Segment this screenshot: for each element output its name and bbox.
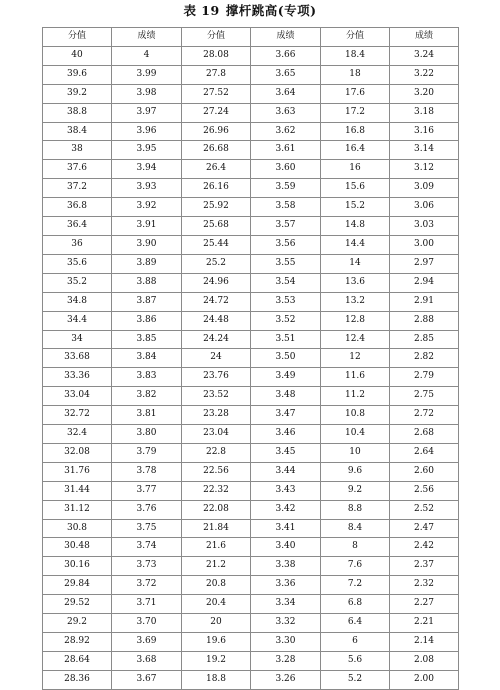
table-row: [43, 425, 459, 444]
cell-result-3: 2.72: [390, 406, 459, 425]
cell-result-1: 3.76: [112, 500, 182, 519]
table-name: 撑杆跳高(专项): [225, 3, 317, 18]
cell-result-1: 3.68: [112, 651, 182, 670]
cell-result-1: 3.96: [112, 122, 182, 141]
cell-score-2: 19.6: [182, 633, 251, 652]
cell-score-3: 10.4: [321, 425, 390, 444]
cell-result-2: 3.52: [251, 311, 321, 330]
cell-result-3: 3.20: [390, 84, 459, 103]
score-table: [42, 27, 459, 690]
cell-result-3: 2.00: [390, 670, 459, 689]
cell-result-2: 3.51: [251, 330, 321, 349]
cell-result-2: 3.28: [251, 651, 321, 670]
table-row: [43, 84, 459, 103]
cell-score-1: 32.72: [43, 406, 112, 425]
cell-result-3: 2.56: [390, 481, 459, 500]
cell-result-1: 3.82: [112, 387, 182, 406]
table-row: [43, 519, 459, 538]
cell-score-3: 17.2: [321, 103, 390, 122]
cell-score-2: 23.04: [182, 425, 251, 444]
table-row: [43, 538, 459, 557]
cell-score-1: 31.12: [43, 500, 112, 519]
cell-result-2: 3.59: [251, 179, 321, 198]
cell-score-2: 25.68: [182, 217, 251, 236]
table-row: [43, 46, 459, 65]
table-header: [43, 28, 459, 47]
cell-result-3: 2.47: [390, 519, 459, 538]
cell-score-2: 26.4: [182, 160, 251, 179]
cell-result-3: 2.08: [390, 651, 459, 670]
cell-score-1: 37.2: [43, 179, 112, 198]
cell-result-3: 2.21: [390, 614, 459, 633]
cell-score-3: 14.8: [321, 217, 390, 236]
cell-result-3: 2.64: [390, 443, 459, 462]
header-score-2: 分值: [182, 28, 251, 47]
cell-score-3: 14.4: [321, 235, 390, 254]
cell-result-1: 3.71: [112, 595, 182, 614]
cell-result-2: 3.65: [251, 65, 321, 84]
table-row: [43, 406, 459, 425]
cell-score-1: 40: [43, 46, 112, 65]
cell-score-3: 17.6: [321, 84, 390, 103]
cell-score-1: 34.4: [43, 311, 112, 330]
cell-result-1: 3.67: [112, 670, 182, 689]
cell-result-3: 3.06: [390, 198, 459, 217]
cell-score-3: 8.4: [321, 519, 390, 538]
cell-score-1: 35.2: [43, 273, 112, 292]
cell-result-3: 2.27: [390, 595, 459, 614]
cell-result-1: 3.99: [112, 65, 182, 84]
cell-result-3: 2.85: [390, 330, 459, 349]
cell-result-2: 3.44: [251, 462, 321, 481]
cell-result-2: 3.56: [251, 235, 321, 254]
table-row: [43, 330, 459, 349]
cell-score-1: 33.36: [43, 368, 112, 387]
cell-score-3: 5.6: [321, 651, 390, 670]
cell-result-1: 3.92: [112, 198, 182, 217]
cell-result-2: 3.64: [251, 84, 321, 103]
cell-result-2: 3.26: [251, 670, 321, 689]
cell-result-1: 3.94: [112, 160, 182, 179]
cell-score-3: 13.6: [321, 273, 390, 292]
header-result-3: 成绩: [390, 28, 459, 47]
cell-score-3: 16: [321, 160, 390, 179]
table-row: [43, 500, 459, 519]
header-score-3: 分值: [321, 28, 390, 47]
cell-result-1: 3.93: [112, 179, 182, 198]
cell-result-3: 2.52: [390, 500, 459, 519]
cell-score-1: 37.6: [43, 160, 112, 179]
cell-score-2: 19.2: [182, 651, 251, 670]
table-row: [43, 217, 459, 236]
cell-score-3: 7.6: [321, 557, 390, 576]
cell-score-2: 27.8: [182, 65, 251, 84]
cell-result-1: 3.75: [112, 519, 182, 538]
cell-result-1: 3.83: [112, 368, 182, 387]
cell-result-3: 2.75: [390, 387, 459, 406]
cell-result-3: 2.79: [390, 368, 459, 387]
cell-score-2: 20.4: [182, 595, 251, 614]
cell-result-1: 3.73: [112, 557, 182, 576]
cell-result-3: 3.03: [390, 217, 459, 236]
cell-score-3: 15.6: [321, 179, 390, 198]
cell-result-2: 3.50: [251, 349, 321, 368]
cell-result-2: 3.41: [251, 519, 321, 538]
cell-score-2: 24.96: [182, 273, 251, 292]
cell-score-3: 18: [321, 65, 390, 84]
cell-result-2: 3.34: [251, 595, 321, 614]
cell-result-2: 3.47: [251, 406, 321, 425]
cell-result-1: 3.87: [112, 292, 182, 311]
cell-score-1: 30.8: [43, 519, 112, 538]
cell-score-3: 12.8: [321, 311, 390, 330]
cell-score-1: 36: [43, 235, 112, 254]
cell-result-1: 3.69: [112, 633, 182, 652]
cell-score-2: 27.52: [182, 84, 251, 103]
cell-result-3: 2.68: [390, 425, 459, 444]
cell-score-2: 20.8: [182, 576, 251, 595]
cell-score-1: 31.76: [43, 462, 112, 481]
cell-result-3: 3.14: [390, 141, 459, 160]
cell-result-1: 3.81: [112, 406, 182, 425]
cell-result-3: 2.91: [390, 292, 459, 311]
cell-score-1: 38.4: [43, 122, 112, 141]
cell-score-3: 12.4: [321, 330, 390, 349]
cell-result-2: 3.53: [251, 292, 321, 311]
table-row: [43, 651, 459, 670]
cell-result-2: 3.62: [251, 122, 321, 141]
table-row: [43, 235, 459, 254]
cell-result-1: 3.85: [112, 330, 182, 349]
cell-score-1: 34.8: [43, 292, 112, 311]
header-row: [43, 28, 459, 47]
cell-score-3: 8: [321, 538, 390, 557]
cell-score-2: 21.6: [182, 538, 251, 557]
header-score-1: 分值: [43, 28, 112, 47]
cell-result-1: 3.79: [112, 443, 182, 462]
cell-result-1: 3.72: [112, 576, 182, 595]
cell-score-3: 13.2: [321, 292, 390, 311]
cell-score-3: 10.8: [321, 406, 390, 425]
cell-result-2: 3.66: [251, 46, 321, 65]
cell-result-2: 3.61: [251, 141, 321, 160]
cell-score-3: 15.2: [321, 198, 390, 217]
cell-result-3: 3.09: [390, 179, 459, 198]
cell-score-2: 27.24: [182, 103, 251, 122]
table-row: [43, 65, 459, 84]
cell-result-2: 3.40: [251, 538, 321, 557]
cell-score-1: 29.2: [43, 614, 112, 633]
cell-score-1: 36.8: [43, 198, 112, 217]
cell-score-2: 21.2: [182, 557, 251, 576]
table-row: [43, 292, 459, 311]
table-row: [43, 670, 459, 689]
cell-score-3: 8.8: [321, 500, 390, 519]
cell-result-3: 2.97: [390, 254, 459, 273]
cell-score-2: 24.48: [182, 311, 251, 330]
cell-score-2: 25.92: [182, 198, 251, 217]
table-row: [43, 387, 459, 406]
cell-result-3: 2.82: [390, 349, 459, 368]
cell-result-1: 3.89: [112, 254, 182, 273]
cell-score-3: 6: [321, 633, 390, 652]
table-row: [43, 633, 459, 652]
cell-score-2: 18.8: [182, 670, 251, 689]
cell-result-2: 3.54: [251, 273, 321, 292]
cell-result-1: 3.86: [112, 311, 182, 330]
cell-result-2: 3.63: [251, 103, 321, 122]
cell-score-3: 11.6: [321, 368, 390, 387]
cell-score-3: 6.8: [321, 595, 390, 614]
cell-score-3: 9.2: [321, 481, 390, 500]
cell-result-1: 3.78: [112, 462, 182, 481]
table-row: [43, 595, 459, 614]
cell-score-1: 36.4: [43, 217, 112, 236]
cell-result-2: 3.38: [251, 557, 321, 576]
cell-score-1: 29.52: [43, 595, 112, 614]
table-row: [43, 198, 459, 217]
cell-score-3: 18.4: [321, 46, 390, 65]
cell-result-1: 3.70: [112, 614, 182, 633]
table-title: [0, 2, 500, 20]
cell-score-2: 26.16: [182, 179, 251, 198]
cell-score-1: 33.68: [43, 349, 112, 368]
cell-score-1: 32.08: [43, 443, 112, 462]
cell-score-3: 12: [321, 349, 390, 368]
cell-result-2: 3.32: [251, 614, 321, 633]
cell-result-2: 3.60: [251, 160, 321, 179]
cell-score-1: 35.6: [43, 254, 112, 273]
cell-score-2: 25.2: [182, 254, 251, 273]
cell-score-3: 10: [321, 443, 390, 462]
table-row: [43, 273, 459, 292]
table-row: [43, 141, 459, 160]
cell-score-2: 23.28: [182, 406, 251, 425]
table-row: [43, 160, 459, 179]
header-result-2: 成绩: [251, 28, 321, 47]
cell-score-1: 30.48: [43, 538, 112, 557]
cell-result-2: 3.57: [251, 217, 321, 236]
table-row: [43, 462, 459, 481]
cell-score-2: 22.8: [182, 443, 251, 462]
cell-result-1: 3.84: [112, 349, 182, 368]
cell-result-1: 4: [112, 46, 182, 65]
cell-result-3: 3.18: [390, 103, 459, 122]
cell-score-2: 25.44: [182, 235, 251, 254]
cell-score-1: 38.8: [43, 103, 112, 122]
cell-result-2: 3.49: [251, 368, 321, 387]
cell-result-3: 2.88: [390, 311, 459, 330]
cell-score-1: 31.44: [43, 481, 112, 500]
cell-score-2: 28.08: [182, 46, 251, 65]
cell-result-2: 3.43: [251, 481, 321, 500]
table-row: [43, 179, 459, 198]
cell-score-2: 20: [182, 614, 251, 633]
cell-result-3: 3.16: [390, 122, 459, 141]
cell-score-2: 23.52: [182, 387, 251, 406]
cell-result-1: 3.77: [112, 481, 182, 500]
cell-score-2: 22.32: [182, 481, 251, 500]
cell-score-1: 34: [43, 330, 112, 349]
cell-score-3: 7.2: [321, 576, 390, 595]
cell-result-2: 3.36: [251, 576, 321, 595]
cell-score-2: 22.08: [182, 500, 251, 519]
cell-score-1: 28.92: [43, 633, 112, 652]
cell-result-3: 3.24: [390, 46, 459, 65]
cell-score-2: 24: [182, 349, 251, 368]
cell-result-1: 3.88: [112, 273, 182, 292]
table-row: [43, 368, 459, 387]
cell-result-2: 3.48: [251, 387, 321, 406]
table-row: [43, 576, 459, 595]
table-row: [43, 614, 459, 633]
cell-score-1: 38: [43, 141, 112, 160]
cell-result-1: 3.95: [112, 141, 182, 160]
cell-score-2: 26.96: [182, 122, 251, 141]
cell-result-2: 3.58: [251, 198, 321, 217]
cell-score-3: 11.2: [321, 387, 390, 406]
cell-score-1: 39.6: [43, 65, 112, 84]
table-row: [43, 103, 459, 122]
cell-result-3: 2.42: [390, 538, 459, 557]
cell-result-3: 3.00: [390, 235, 459, 254]
cell-score-1: 30.16: [43, 557, 112, 576]
cell-score-1: 33.04: [43, 387, 112, 406]
cell-result-3: 2.14: [390, 633, 459, 652]
cell-score-3: 16.8: [321, 122, 390, 141]
table-row: [43, 122, 459, 141]
cell-score-2: 23.76: [182, 368, 251, 387]
cell-result-3: 2.32: [390, 576, 459, 595]
table-row: [43, 311, 459, 330]
table-row: [43, 443, 459, 462]
cell-result-1: 3.91: [112, 217, 182, 236]
cell-result-1: 3.74: [112, 538, 182, 557]
cell-score-1: 39.2: [43, 84, 112, 103]
cell-result-3: 2.60: [390, 462, 459, 481]
table-row: [43, 481, 459, 500]
cell-result-3: 2.94: [390, 273, 459, 292]
cell-result-2: 3.55: [251, 254, 321, 273]
cell-result-2: 3.42: [251, 500, 321, 519]
cell-score-3: 9.6: [321, 462, 390, 481]
cell-result-3: 3.12: [390, 160, 459, 179]
cell-score-1: 28.64: [43, 651, 112, 670]
cell-score-1: 32.4: [43, 425, 112, 444]
cell-result-3: 3.22: [390, 65, 459, 84]
cell-result-3: 2.37: [390, 557, 459, 576]
cell-result-1: 3.90: [112, 235, 182, 254]
cell-score-2: 22.56: [182, 462, 251, 481]
cell-result-2: 3.46: [251, 425, 321, 444]
cell-score-3: 6.4: [321, 614, 390, 633]
cell-score-1: 29.84: [43, 576, 112, 595]
cell-result-1: 3.97: [112, 103, 182, 122]
cell-score-3: 14: [321, 254, 390, 273]
cell-score-2: 21.84: [182, 519, 251, 538]
header-result-1: 成绩: [112, 28, 182, 47]
cell-score-2: 24.24: [182, 330, 251, 349]
cell-score-2: 26.68: [182, 141, 251, 160]
cell-score-3: 5.2: [321, 670, 390, 689]
cell-result-2: 3.30: [251, 633, 321, 652]
cell-score-1: 28.36: [43, 670, 112, 689]
table-row: [43, 254, 459, 273]
table-number: 表 19: [183, 3, 220, 18]
cell-score-2: 24.72: [182, 292, 251, 311]
cell-result-2: 3.45: [251, 443, 321, 462]
table-row: [43, 349, 459, 368]
table-row: [43, 557, 459, 576]
cell-score-3: 16.4: [321, 141, 390, 160]
cell-result-1: 3.98: [112, 84, 182, 103]
cell-result-1: 3.80: [112, 425, 182, 444]
